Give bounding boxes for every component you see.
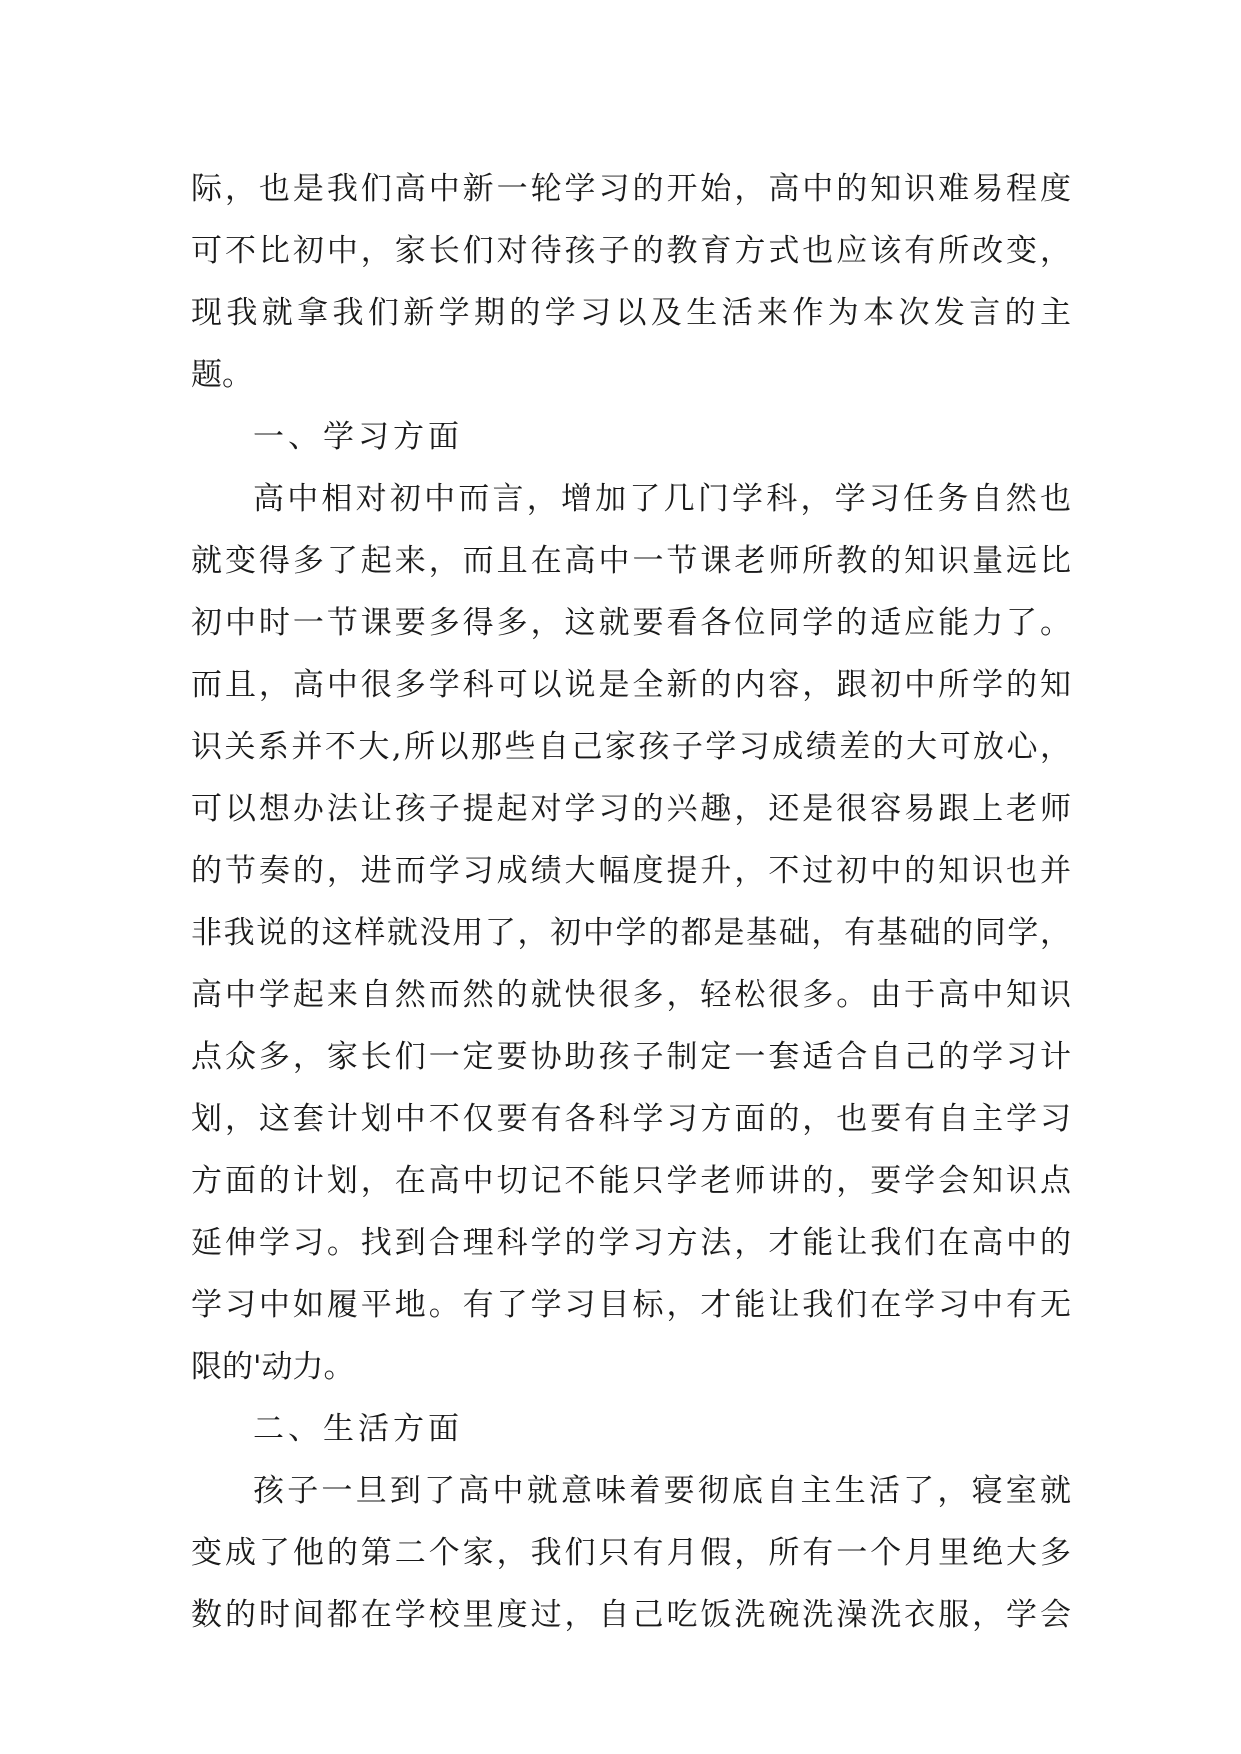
text-line: 初中时一节课要多得多，这就要看各位同学的适应能力了。 bbox=[191, 605, 1071, 641]
text-line: 孩子一旦到了高中就意味着要彻底自主生活了，寝室就 bbox=[253, 1473, 1071, 1509]
text-line: 而且，高中很多学科可以说是全新的内容，跟初中所学的知 bbox=[191, 667, 1071, 703]
text-line: 非我说的这样就没用了，初中学的都是基础，有基础的同学， bbox=[191, 915, 1071, 951]
text-line: 可以想办法让孩子提起对学习的兴趣，还是很容易跟上老师 bbox=[191, 791, 1071, 827]
section-heading-study: 一、学习方面 bbox=[253, 419, 463, 455]
text-line: 方面的计划，在高中切记不能只学老师讲的，要学会知识点 bbox=[191, 1163, 1071, 1199]
text-line: 高中相对初中而言，增加了几门学科，学习任务自然也 bbox=[253, 481, 1071, 517]
document-body bbox=[191, 158, 1071, 1646]
text-line: 数的时间都在学校里度过，自己吃饭洗碗洗澡洗衣服，学会 bbox=[191, 1597, 1071, 1633]
text-line: 可不比初中，家长们对待孩子的教育方式也应该有所改变， bbox=[191, 233, 1071, 269]
text-line: 就变得多了起来，而且在高中一节课老师所教的知识量远比 bbox=[191, 543, 1071, 579]
text-line: 际，也是我们高中新一轮学习的开始，高中的知识难易程度 bbox=[191, 171, 1071, 207]
text-line: 题。 bbox=[191, 357, 253, 393]
section-heading-life: 二、生活方面 bbox=[253, 1411, 463, 1447]
text-line: 延伸学习。找到合理科学的学习方法，才能让我们在高中的 bbox=[191, 1225, 1071, 1261]
text-line: 的节奏的，进而学习成绩大幅度提升，不过初中的知识也并 bbox=[191, 853, 1071, 889]
text-line: 划，这套计划中不仅要有各科学习方面的，也要有自主学习 bbox=[191, 1101, 1071, 1137]
text-line: 现我就拿我们新学期的学习以及生活来作为本次发言的主 bbox=[191, 295, 1071, 331]
text-line: 变成了他的第二个家，我们只有月假，所有一个月里绝大多 bbox=[191, 1535, 1071, 1571]
text-line: 限的'动力。 bbox=[191, 1349, 355, 1385]
text-line: 点众多，家长们一定要协助孩子制定一套适合自己的学习计 bbox=[191, 1039, 1071, 1075]
text-line: 学习中如履平地。有了学习目标，才能让我们在学习中有无 bbox=[191, 1287, 1071, 1323]
text-line: 识关系并不大,所以那些自己家孩子学习成绩差的大可放心， bbox=[191, 729, 1071, 765]
text-line: 高中学起来自然而然的就快很多，轻松很多。由于高中知识 bbox=[191, 977, 1071, 1013]
